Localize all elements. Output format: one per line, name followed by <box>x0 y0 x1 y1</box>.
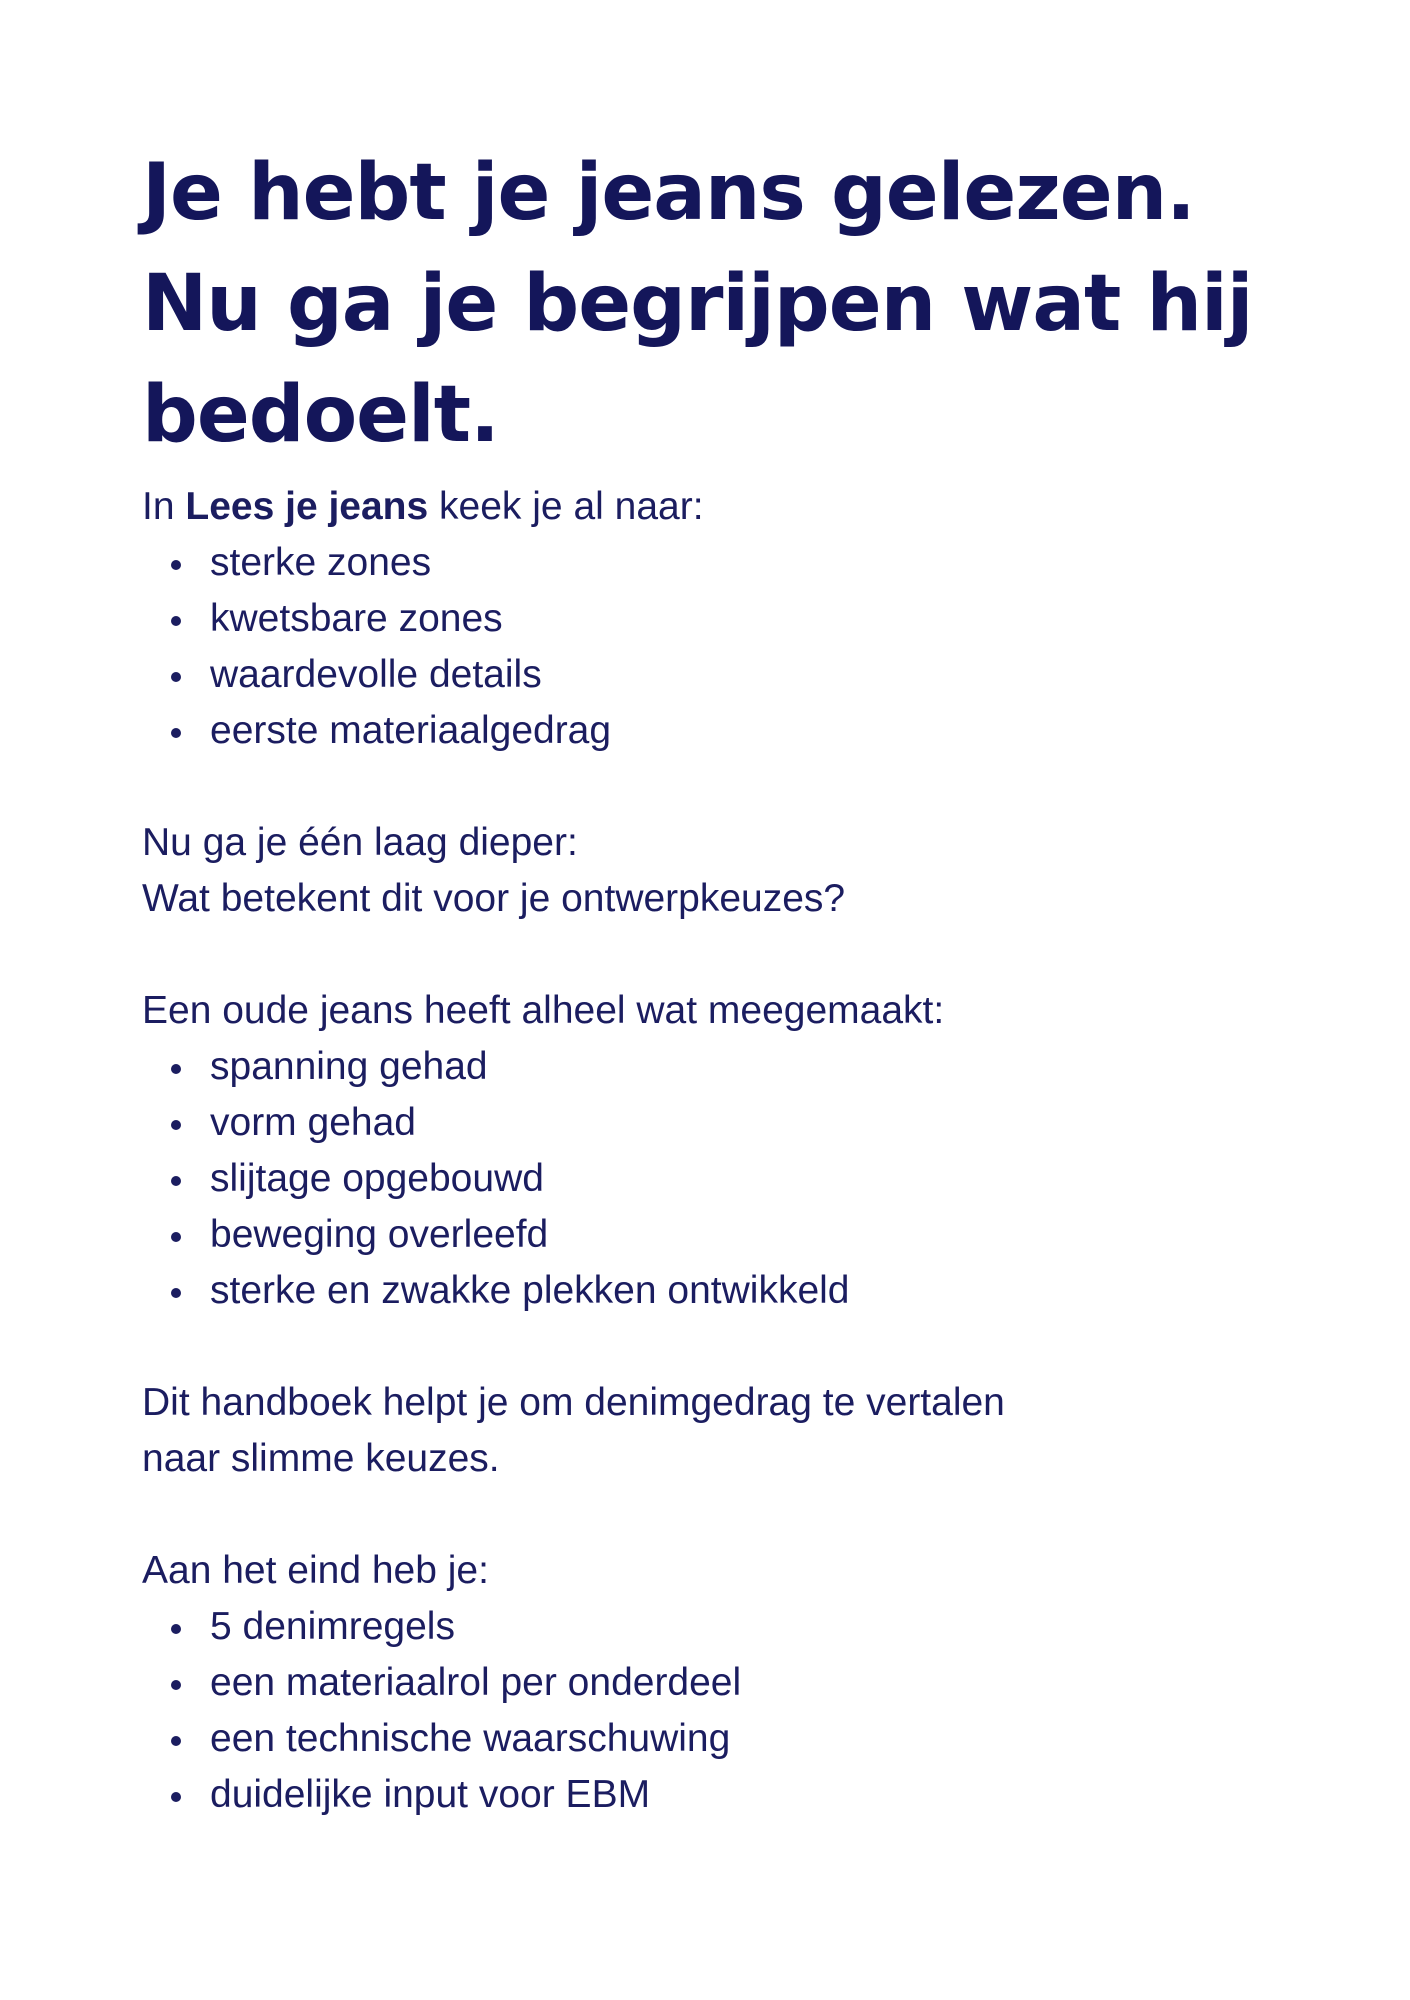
list-item: een technische waarschuwing <box>142 1711 1282 1767</box>
deeper-line-2: Wat betekent dit voor je ontwerpkeuzes? <box>142 877 846 920</box>
body-text <box>142 479 1282 1823</box>
list-item: een materiaalrol per onderdeel <box>142 1655 1282 1711</box>
deeper-paragraph <box>142 815 1282 927</box>
title-line-1: Je hebt je jeans gelezen. <box>142 148 1195 238</box>
document-page <box>142 138 1282 1823</box>
end-intro: Aan het eind heb je: <box>142 1549 489 1592</box>
list-previous-topics <box>142 535 1282 759</box>
spacer <box>142 1319 1282 1375</box>
list-item: waardevolle details <box>142 647 1282 703</box>
title-line-2: Nu ga je begrijpen wat hij <box>142 259 1253 349</box>
list-item: beweging overleefd <box>142 1207 1282 1263</box>
title-line-3: bedoelt. <box>142 370 499 460</box>
handbook-paragraph <box>142 1375 1282 1487</box>
intro-suffix: keek je al naar: <box>428 485 704 528</box>
list-item: 5 denimregels <box>142 1599 1282 1655</box>
page-title <box>142 138 1282 471</box>
intro-prefix: In <box>142 485 186 528</box>
list-item: eerste materiaalgedrag <box>142 703 1282 759</box>
spacer <box>142 927 1282 983</box>
intro-bold-title: Lees je jeans <box>185 485 429 528</box>
list-item: kwetsbare zones <box>142 591 1282 647</box>
spacer <box>142 1487 1282 1543</box>
list-item: sterke en zwakke plekken ontwikkeld <box>142 1263 1282 1319</box>
list-item: sterke zones <box>142 535 1282 591</box>
list-item: slijtage opgebouwd <box>142 1151 1282 1207</box>
list-item: duidelijke input voor EBM <box>142 1767 1282 1823</box>
spacer <box>142 759 1282 815</box>
list-outcomes <box>142 1599 1282 1823</box>
handbook-line-1: Dit handboek helpt je om denimgedrag te vertalen <box>142 1381 1005 1424</box>
intro-paragraph <box>142 479 1282 535</box>
list-item: vorm gehad <box>142 1095 1282 1151</box>
handbook-line-2: naar slimme keuzes. <box>142 1437 500 1480</box>
oldjeans-intro: Een oude jeans heeft alheel wat meegemaakt: <box>142 989 945 1032</box>
list-jeans-experiences <box>142 1039 1282 1319</box>
list-item: spanning gehad <box>142 1039 1282 1095</box>
deeper-line-1: Nu ga je één laag dieper: <box>142 821 578 864</box>
